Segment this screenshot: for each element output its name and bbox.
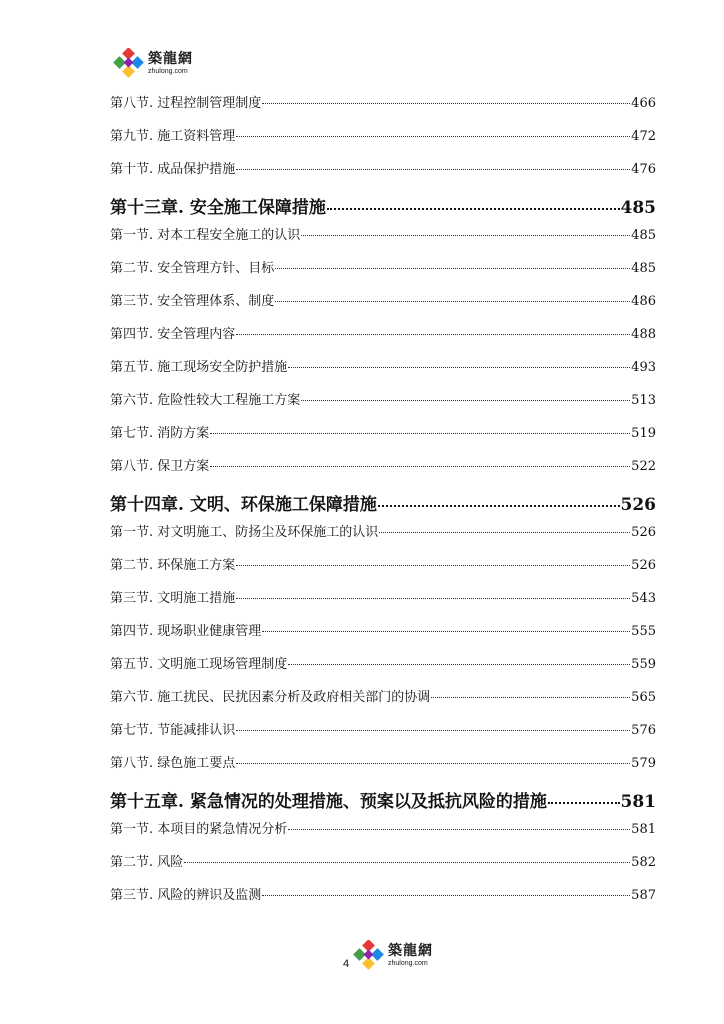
dot-leader	[288, 366, 630, 368]
toc-entry-page: 488	[631, 327, 656, 342]
toc-entry-page: 486	[631, 294, 656, 309]
toc-section-entry[interactable]	[110, 381, 656, 414]
toc-entry-title: 第十四章. 文明、环保施工保障措施	[110, 495, 377, 515]
toc-section-entry[interactable]	[110, 744, 656, 777]
dot-leader	[262, 102, 630, 104]
toc-entry-title: 第三节. 文明施工措施	[110, 591, 236, 606]
toc-entry-page: 526	[631, 525, 656, 540]
logo-english-text: zhulong.com	[148, 67, 188, 75]
toc-entry-page: 522	[631, 459, 656, 474]
toc-section-entry[interactable]	[110, 282, 656, 315]
dot-leader	[236, 564, 630, 566]
toc-entry-page: 519	[631, 426, 656, 441]
toc-entry-page: 526	[620, 495, 656, 515]
dot-leader	[431, 696, 630, 698]
toc-entry-page: 485	[620, 198, 656, 218]
toc-entry-title: 第七节. 消防方案	[110, 426, 210, 441]
toc-entry-title: 第二节. 风险	[110, 855, 184, 870]
toc-section-entry[interactable]	[110, 711, 656, 744]
toc-entry-page: 581	[620, 792, 656, 812]
toc-entry-title: 第十五章. 紧急情况的处理措施、预案以及抵抗风险的措施	[110, 792, 547, 812]
toc-entry-page: 472	[631, 129, 656, 144]
toc-section-entry[interactable]	[110, 84, 656, 117]
toc-entry-title: 第七节. 节能减排认识	[110, 723, 236, 738]
dot-leader	[236, 135, 630, 137]
toc-entry-title: 第一节. 对文明施工、防扬尘及环保施工的认识	[110, 525, 379, 540]
toc-entry-page: 476	[631, 162, 656, 177]
toc-entry-page: 582	[631, 855, 656, 870]
zhulong-logo-icon	[112, 48, 146, 78]
dot-leader	[236, 729, 630, 731]
toc-entry-title: 第十节. 成品保护措施	[110, 162, 236, 177]
logo-english-text: zhulong.com	[388, 959, 428, 967]
dot-leader	[301, 234, 630, 236]
toc-section-entry[interactable]	[110, 447, 656, 480]
toc-entry-page: 581	[631, 822, 656, 837]
dot-leader	[275, 300, 630, 302]
toc-entry-page: 555	[631, 624, 656, 639]
toc-entry-title: 第六节. 危险性较大工程施工方案	[110, 393, 301, 408]
toc-entry-page: 513	[631, 393, 656, 408]
toc-section-entry[interactable]	[110, 249, 656, 282]
toc-section-entry[interactable]	[110, 612, 656, 645]
dot-leader	[210, 465, 630, 467]
toc-entry-title: 第一节. 本项目的紧急情况分析	[110, 822, 288, 837]
toc-entry-title: 第九节. 施工资料管理	[110, 129, 236, 144]
dot-leader	[236, 762, 630, 764]
toc-chapter-entry[interactable]	[110, 777, 656, 810]
toc-section-entry[interactable]	[110, 216, 656, 249]
toc-section-entry[interactable]	[110, 348, 656, 381]
footer-logo	[352, 940, 433, 970]
toc-entry-title: 第二节. 环保施工方案	[110, 558, 236, 573]
dot-leader	[288, 663, 630, 665]
toc-entry-page: 466	[631, 96, 656, 111]
toc-entry-title: 第一节. 对本工程安全施工的认识	[110, 228, 301, 243]
toc-entry-title: 第八节. 过程控制管理制度	[110, 96, 262, 111]
toc-section-entry[interactable]	[110, 645, 656, 678]
toc-entry-title: 第八节. 绿色施工要点	[110, 756, 236, 771]
toc-section-entry[interactable]	[110, 315, 656, 348]
toc-entry-page: 485	[631, 261, 656, 276]
dot-leader	[548, 801, 620, 804]
toc-section-entry[interactable]	[110, 546, 656, 579]
toc-section-entry[interactable]	[110, 414, 656, 447]
dot-leader	[236, 597, 630, 599]
toc-entry-page: 565	[631, 690, 656, 705]
dot-leader	[327, 207, 620, 210]
dot-leader	[378, 504, 620, 507]
logo-chinese-text: 築龍網	[388, 942, 433, 959]
zhulong-logo-icon	[352, 940, 386, 970]
dot-leader	[236, 168, 630, 170]
page-number: 4	[343, 958, 350, 970]
toc-entry-title: 第二节. 安全管理方针、目标	[110, 261, 275, 276]
dot-leader	[210, 432, 630, 434]
toc-entry-page: 576	[631, 723, 656, 738]
toc-entry-title: 第五节. 施工现场安全防护措施	[110, 360, 288, 375]
dot-leader	[236, 333, 630, 335]
toc-section-entry[interactable]	[110, 876, 656, 909]
toc-entry-title: 第十三章. 安全施工保障措施	[110, 198, 326, 218]
header-logo	[112, 48, 193, 78]
toc-entry-title: 第四节. 现场职业健康管理	[110, 624, 262, 639]
dot-leader	[379, 531, 630, 533]
dot-leader	[184, 861, 630, 863]
toc-entry-page: 493	[631, 360, 656, 375]
toc-section-entry[interactable]	[110, 117, 656, 150]
toc-entry-title: 第三节. 安全管理体系、制度	[110, 294, 275, 309]
toc-entry-title: 第八节. 保卫方案	[110, 459, 210, 474]
toc-section-entry[interactable]	[110, 843, 656, 876]
toc-entry-page: 587	[631, 888, 656, 903]
dot-leader	[262, 894, 630, 896]
toc-entry-title: 第六节. 施工扰民、民扰因素分析及政府相关部门的协调	[110, 690, 431, 705]
toc-section-entry[interactable]	[110, 579, 656, 612]
toc-section-entry[interactable]	[110, 678, 656, 711]
toc-section-entry[interactable]	[110, 150, 656, 183]
toc-entry-page: 559	[631, 657, 656, 672]
toc-entry-title: 第四节. 安全管理内容	[110, 327, 236, 342]
toc-entry-page: 485	[631, 228, 656, 243]
toc-entry-page: 543	[631, 591, 656, 606]
table-of-contents	[110, 84, 656, 909]
dot-leader	[262, 630, 630, 632]
toc-chapter-entry[interactable]	[110, 480, 656, 513]
toc-entry-title: 第三节. 风险的辨识及监测	[110, 888, 262, 903]
dot-leader	[301, 399, 630, 401]
toc-section-entry[interactable]	[110, 810, 656, 843]
toc-entry-page: 579	[631, 756, 656, 771]
toc-entry-title: 第五节. 文明施工现场管理制度	[110, 657, 288, 672]
logo-chinese-text: 築龍網	[148, 50, 193, 67]
dot-leader	[288, 828, 630, 830]
toc-section-entry[interactable]	[110, 513, 656, 546]
dot-leader	[275, 267, 630, 269]
toc-chapter-entry[interactable]	[110, 183, 656, 216]
toc-entry-page: 526	[631, 558, 656, 573]
